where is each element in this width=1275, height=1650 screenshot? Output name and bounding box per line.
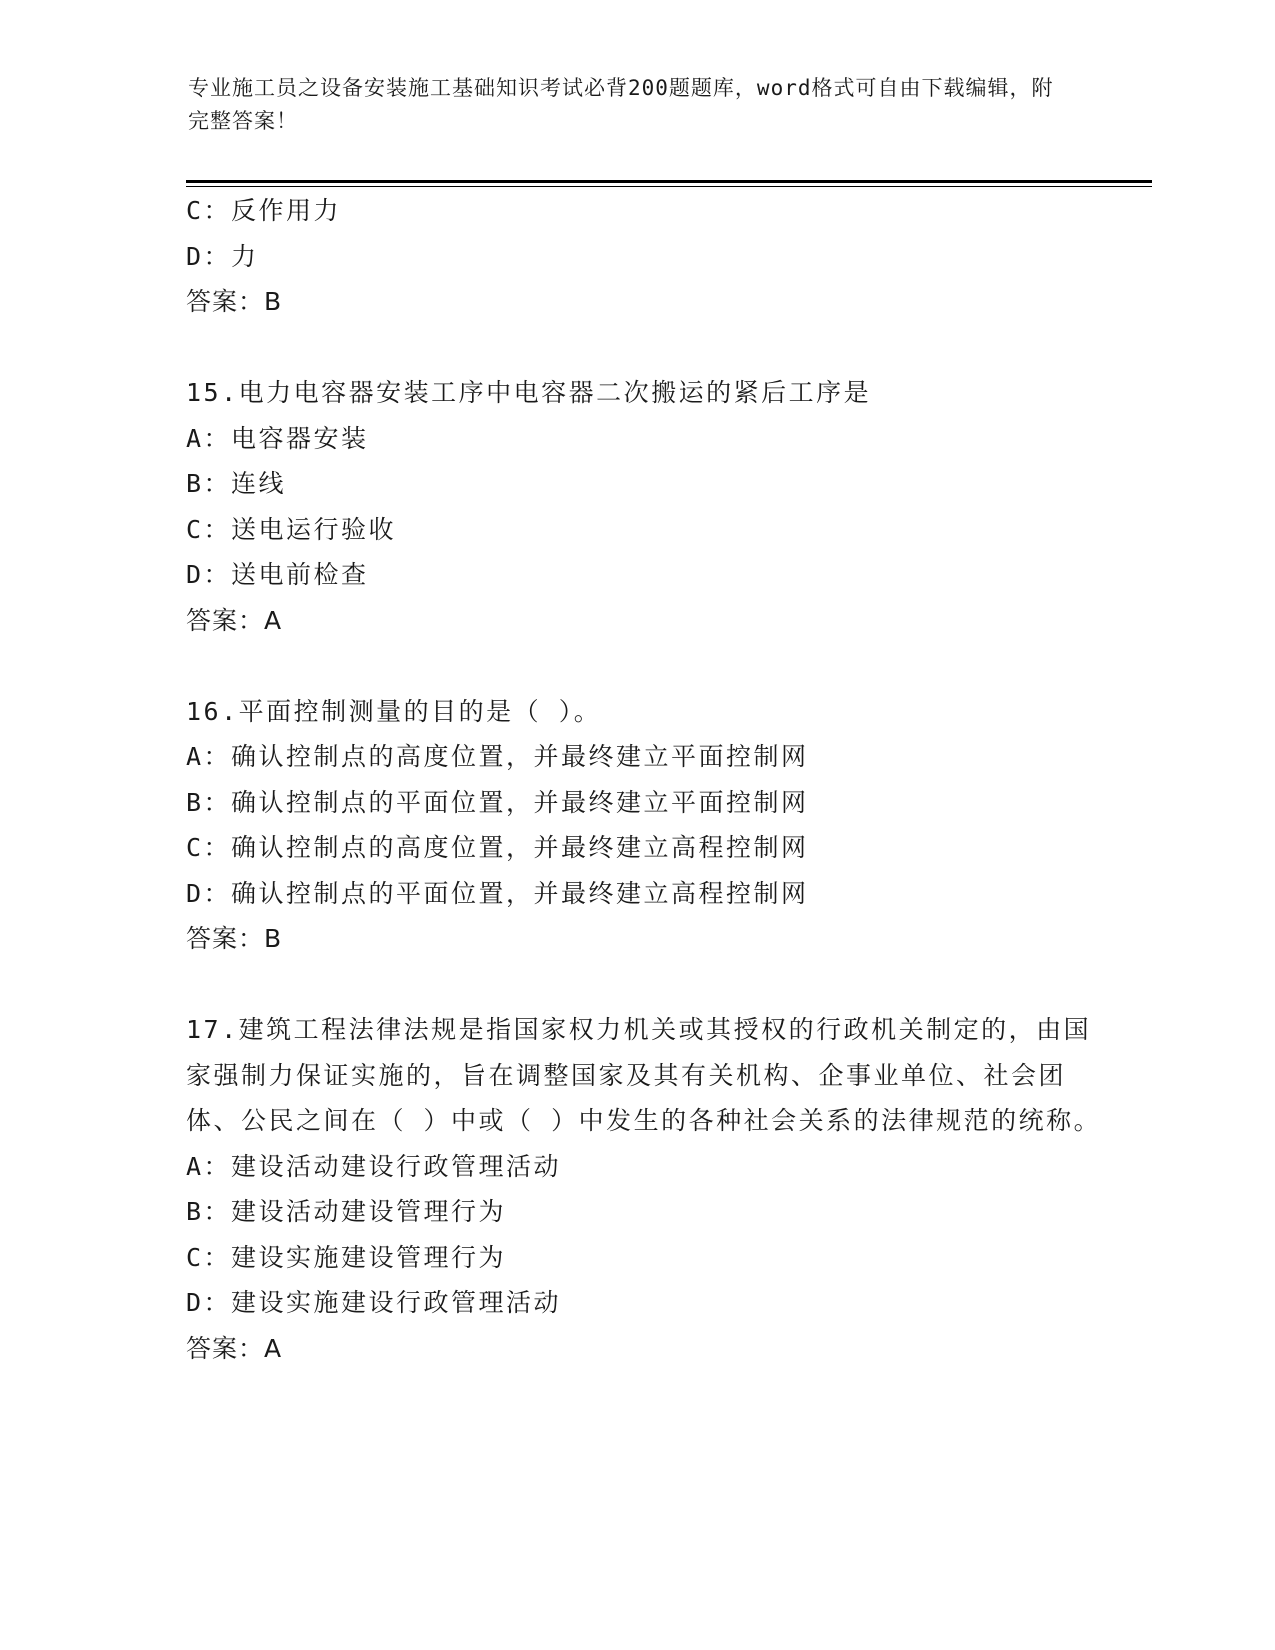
document-header: 专业施工员之设备安装施工基础知识考试必背200题题库，word格式可自由下载编辑，附完整答案！ — [188, 76, 1054, 133]
question-15 — [186, 370, 1116, 643]
option-a: A：确认控制点的高度位置，并最终建立平面控制网 — [186, 742, 809, 771]
question-text: 17.建筑工程法律法规是指国家权力机关或其授权的行政机关制定的，由国家强制力保证实施的，旨在调整国家及其有关机构、企事业单位、社会团体、公民之间在（ ）中或（ ）中发生的各种社会关系的法律规范的统称。 — [186, 1015, 1102, 1135]
previous-question-tail — [186, 188, 1116, 325]
spacer — [186, 643, 1116, 689]
answer-line: 答案：B — [186, 924, 283, 953]
option-c: C：反作用力 — [186, 196, 342, 225]
question-17 — [186, 1007, 1116, 1371]
option-b: B：建设活动建设管理行为 — [186, 1197, 507, 1226]
option-a: A：建设活动建设行政管理活动 — [186, 1151, 562, 1181]
option-c: C：送电运行验收 — [186, 514, 397, 544]
question-content — [186, 188, 1116, 1371]
question-16 — [186, 689, 1116, 962]
answer-line: 答案：A — [186, 605, 283, 635]
spacer — [186, 325, 1116, 371]
answer-line: 答案：A — [186, 1333, 283, 1363]
option-c: C：确认控制点的高度位置，并最终建立高程控制网 — [186, 833, 809, 862]
header-rule-thick — [186, 180, 1152, 183]
header-rule-thin — [186, 186, 1152, 187]
option-c: C：建设实施建设管理行为 — [186, 1242, 507, 1272]
option-d: D：力 — [186, 241, 259, 271]
option-d: D：建设实施建设行政管理活动 — [186, 1288, 562, 1317]
option-b: B：连线 — [186, 469, 287, 498]
question-text: 16.平面控制测量的目的是（ ）。 — [186, 696, 602, 726]
option-b: B：确认控制点的平面位置，并最终建立平面控制网 — [186, 787, 809, 817]
question-text: 15.电力电容器安装工序中电容器二次搬运的紧后工序是 — [186, 378, 872, 407]
option-d: D：送电前检查 — [186, 560, 369, 589]
answer-line: 答案：B — [186, 287, 283, 316]
option-d: D：确认控制点的平面位置，并最终建立高程控制网 — [186, 878, 809, 908]
option-a: A：电容器安装 — [186, 423, 369, 453]
spacer — [186, 962, 1116, 1008]
